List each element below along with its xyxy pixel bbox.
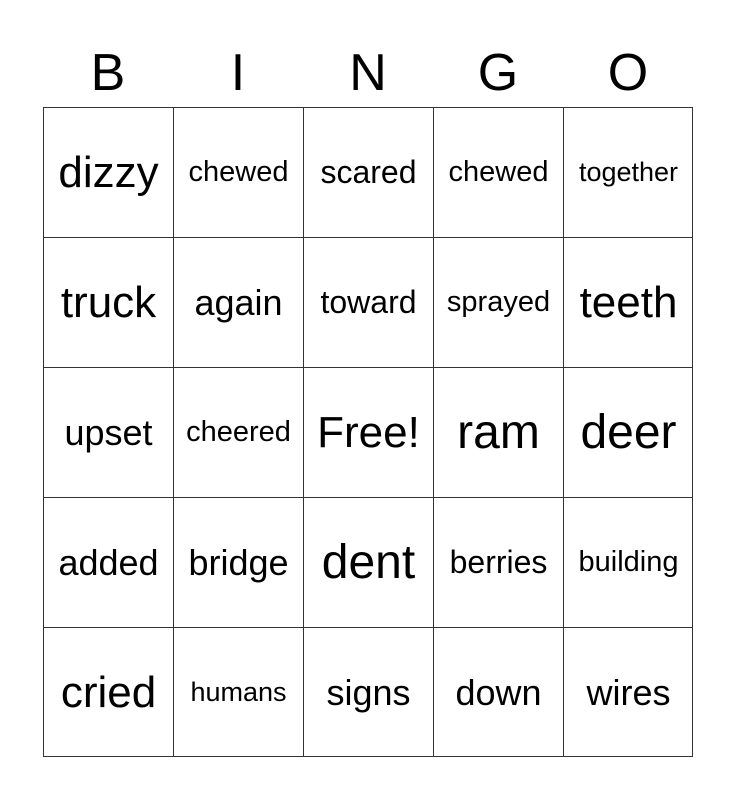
bingo-board <box>43 107 693 757</box>
bingo-cell[interactable]: upset <box>43 367 173 497</box>
bingo-cell[interactable]: added <box>43 497 173 627</box>
bingo-cell[interactable]: berries <box>433 497 563 627</box>
bingo-cell[interactable]: cried <box>43 627 173 757</box>
bingo-cell[interactable]: signs <box>303 627 433 757</box>
bingo-cell[interactable]: dizzy <box>43 107 173 237</box>
bingo-cell[interactable]: teeth <box>563 237 693 367</box>
header-letter-o: O <box>607 44 649 102</box>
header-letter-n: N <box>349 44 387 102</box>
bingo-cell[interactable]: scared <box>303 107 433 237</box>
bingo-cell[interactable]: sprayed <box>433 237 563 367</box>
header-letter-i: I <box>230 44 246 102</box>
header-letter-b: B <box>90 44 126 102</box>
bingo-cell[interactable]: truck <box>43 237 173 367</box>
bingo-cell[interactable]: wires <box>563 627 693 757</box>
bingo-header <box>43 40 693 106</box>
bingo-cell[interactable]: building <box>563 497 693 627</box>
bingo-cell[interactable]: chewed <box>433 107 563 237</box>
bingo-cell[interactable]: dent <box>303 497 433 627</box>
bingo-cell[interactable]: toward <box>303 237 433 367</box>
bingo-cell[interactable]: together <box>563 107 693 237</box>
bingo-cell[interactable]: chewed <box>173 107 303 237</box>
bingo-cell[interactable]: ram <box>433 367 563 497</box>
bingo-cell[interactable]: cheered <box>173 367 303 497</box>
bingo-cell[interactable]: bridge <box>173 497 303 627</box>
bingo-cell[interactable]: again <box>173 237 303 367</box>
free-space[interactable]: Free! <box>303 367 433 497</box>
bingo-cell[interactable]: down <box>433 627 563 757</box>
bingo-cell[interactable]: humans <box>173 627 303 757</box>
bingo-cell[interactable]: deer <box>563 367 693 497</box>
header-letter-g: G <box>477 44 519 102</box>
